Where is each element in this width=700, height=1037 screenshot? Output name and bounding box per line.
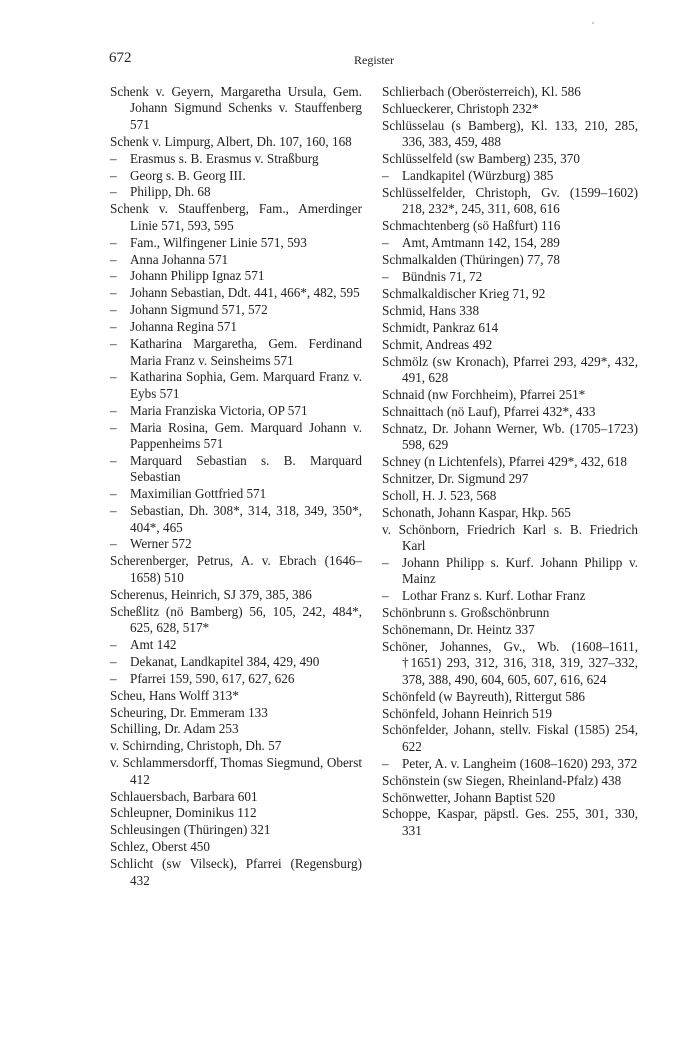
index-entry: Schenk v. Limpurg, Albert, Dh. 107, 160, 168 (110, 133, 352, 149)
index-entry: Schmachtenberg (sö Haßfurt) 116 (382, 218, 561, 234)
index-subentry: – Katharina Margaretha, Gem. Ferdinand Maria Franz v. Seinsheims 571 (110, 336, 362, 369)
index-subentry: – Anna Johanna 571 (110, 252, 362, 268)
index-entry: Schmid, Hans 338 (382, 302, 480, 318)
index-entry: Schlueckerer, Christoph 232* (382, 100, 539, 116)
index-subentry: – Georg s. B. Georg III. (110, 168, 362, 184)
index-entry: Schmidt, Pankraz 614 (382, 319, 499, 335)
scan-speck (592, 22, 594, 24)
index-entry: Scherenus, Heinrich, SJ 379, 385, 386 (110, 586, 312, 602)
index-entry: Schmalkalden (Thüringen) 77, 78 (382, 252, 560, 268)
index-entry: Schilling, Dr. Adam 253 (110, 721, 239, 737)
index-entry: Schmölz (sw Kronach), Pfarrei 293, 429*, 432, 491, 628 (382, 353, 638, 385)
index-subentry: – Johann Sebastian, Ddt. 441, 466*, 482, 595 (110, 285, 362, 301)
index-entry: v. Schlammersdorff, Thomas Siegmund, Oberst 412 (110, 755, 362, 787)
index-entry: Scheßlitz (nö Bamberg) 56, 105, 242, 484*, 625, 628, 517* (110, 603, 362, 635)
index-column-left (110, 84, 362, 890)
index-entry: Schnaittach (nö Lauf), Pfarrei 432*, 433 (382, 403, 596, 419)
index-subentry: – Amt, Amtmann 142, 154, 289 (382, 235, 638, 251)
index-entry: Schönstein (sw Siegen, Rheinland-Pfalz) 438 (382, 772, 622, 788)
index-entry: Schlicht (sw Vilseck), Pfarrei (Regensburg) 432 (110, 856, 362, 888)
index-entry: Schönfeld (w Bayreuth), Rittergut 586 (382, 688, 586, 704)
index-entry: Schonath, Johann Kaspar, Hkp. 565 (382, 504, 571, 520)
index-entry: Schlauersbach, Barbara 601 (110, 788, 258, 804)
index-entry: Schönfeld, Johann Heinrich 519 (382, 705, 552, 721)
index-subentry: – Philipp, Dh. 68 (110, 184, 362, 200)
index-subentry: – Johann Philipp Ignaz 571 (110, 268, 362, 284)
index-entry: Schenk v. Geyern, Margaretha Ursula, Gem. Johann Sigmund Schenks v. Stauffenberg 571 (110, 84, 362, 132)
index-subentry: – Johanna Regina 571 (110, 319, 362, 335)
index-subentry: – Sebastian, Dh. 308*, 314, 318, 349, 350*, 404*, 465 (110, 503, 362, 536)
index-subentry: – Amt 142 (110, 637, 362, 653)
index-subentry: – Werner 572 (110, 536, 362, 552)
index-subentry: – Fam., Wilfingener Linie 571, 593 (110, 235, 362, 251)
index-entry: Schney (n Lichtenfels), Pfarrei 429*, 432, 618 (382, 453, 628, 469)
index-entry: Scheuring, Dr. Emmeram 133 (110, 704, 268, 720)
index-entry: Schönemann, Dr. Heintz 337 (382, 622, 535, 637)
index-subentry: – Johann Sigmund 571, 572 (110, 302, 362, 318)
index-subentry: – Maria Franziska Victoria, OP 571 (110, 403, 362, 419)
index-entry: Schnitzer, Dr. Sigmund 297 (382, 470, 529, 486)
index-entry: Schönwetter, Johann Baptist 520 (382, 789, 556, 805)
index-entry: Schmit, Andreas 492 (382, 336, 493, 352)
index-entry: Schnaid (nw Forchheim), Pfarrei 251* (382, 386, 586, 402)
index-entry: Scholl, H. J. 523, 568 (382, 487, 497, 503)
index-subentry: – Bündnis 71, 72 (382, 269, 638, 285)
index-entry: v. Schönborn, Friedrich Karl s. B. Friedrich Karl (382, 521, 638, 553)
index-entry: Schöner, Johannes, Gv., Wb. (1608–1611, †1651) 293, 312, 316, 318, 319, 327–332, 378, 388, 490, 604, 605, 607, 616, 624 (382, 638, 638, 687)
index-entry: Schlüsselfeld (sw Bamberg) 235, 370 (382, 151, 580, 167)
index-subentry: – Peter, A. v. Langheim (1608–1620) 293, 372 (382, 756, 638, 772)
index-subentry: – Johann Philipp s. Kurf. Johann Philipp v. Mainz (382, 555, 638, 588)
index-entry: Schlez, Oberst 450 (110, 839, 210, 855)
index-entry: Schoppe, Kaspar, päpstl. Ges. 255, 301, 330, 331 (382, 806, 638, 838)
index-entry: Schleupner, Dominikus 112 (110, 805, 257, 821)
index-entry: Schmalkaldischer Krieg 71, 92 (382, 285, 546, 301)
index-column-right (382, 84, 638, 840)
index-subentry: – Maximilian Gottfried 571 (110, 486, 362, 502)
index-subentry: – Lothar Franz s. Kurf. Lothar Franz (382, 588, 638, 604)
page-number: 672 (109, 50, 132, 66)
index-entry: Schönbrunn s. Großschönbrunn (382, 605, 550, 621)
index-entry: Schlierbach (Oberösterreich), Kl. 586 (382, 84, 581, 99)
index-entry: Scheu, Hans Wolff 313* (110, 687, 239, 703)
index-subentry: – Dekanat, Landkapitel 384, 429, 490 (110, 654, 362, 670)
index-subentry: – Pfarrei 159, 590, 617, 627, 626 (110, 671, 362, 687)
index-entry: Schlüsselau (s Bamberg), Kl. 133, 210, 285, 336, 383, 459, 488 (382, 117, 638, 150)
index-entry: Schlüsselfelder, Christoph, Gv. (1599–1602) 218, 232*, 245, 311, 608, 616 (382, 184, 638, 217)
index-subentry: – Marquard Sebastian s. B. Marquard Sebastian (110, 453, 362, 486)
index-entry: Schnatz, Dr. Johann Werner, Wb. (1705–1723) 598, 629 (382, 420, 638, 453)
index-subentry: – Erasmus s. B. Erasmus v. Straßburg (110, 151, 362, 167)
index-entry: Scherenberger, Petrus, A. v. Ebrach (1646–1658) 510 (110, 553, 362, 585)
index-subentry: – Landkapitel (Würzburg) 385 (382, 168, 638, 184)
index-entry: Schönfelder, Johann, stellv. Fiskal (1585) 254, 622 (382, 722, 638, 754)
index-entry: Schleusingen (Thüringen) 321 (110, 822, 271, 838)
index-subentry: – Katharina Sophia, Gem. Marquard Franz v. Eybs 571 (110, 369, 362, 402)
index-subentry: – Maria Rosina, Gem. Marquard Johann v. Pappenheims 571 (110, 420, 362, 453)
running-head: Register (354, 53, 394, 67)
index-entry: v. Schirnding, Christoph, Dh. 57 (110, 738, 282, 754)
index-entry: Schenk v. Stauffenberg, Fam., Amerdinger Linie 571, 593, 595 (110, 201, 362, 233)
